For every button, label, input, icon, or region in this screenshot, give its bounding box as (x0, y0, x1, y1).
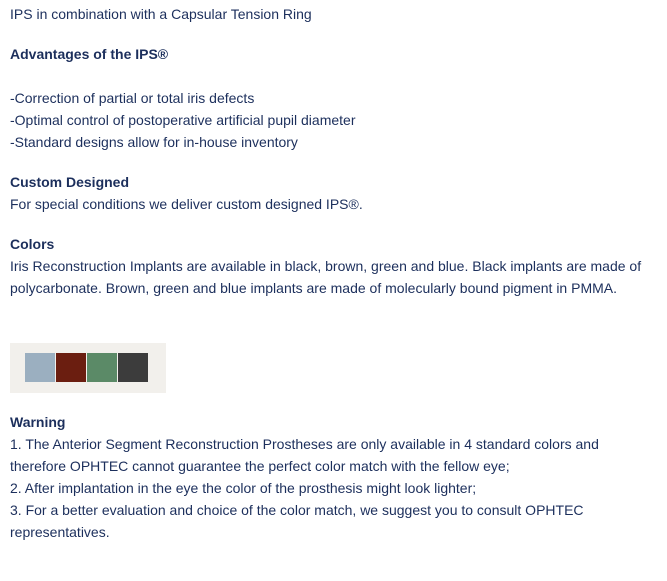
custom-text: For special conditions we deliver custom designed IPS®. (10, 196, 363, 212)
advantages-item-1: -Correction of partial or total iris defects (10, 90, 255, 106)
colors-text: Iris Reconstruction Implants are available in black, brown, green and blue. Black implants are made of polycarbonate. Brown, green and blue implants are made of molecularly bound pigment in PMMA. (10, 258, 642, 296)
color-swatch-row (25, 353, 149, 382)
advantages-item-2: -Optimal control of postoperative artificial pupil diameter (10, 112, 356, 128)
warning-item-1: 1. The Anterior Segment Reconstruction Prostheses are only available in 4 standard colors and therefore OPHTEC cannot guarantee the perfect color match with the fellow eye; (10, 436, 599, 474)
color-swatch-panel (10, 343, 166, 393)
warning-item-3: 3. For a better evaluation and choice of the color match, we suggest you to consult OPHTEC representatives. (10, 502, 584, 540)
custom-heading: Custom Designed (10, 174, 130, 190)
color-swatch-black (118, 353, 148, 382)
advantages-item-3: -Standard designs allow for in-house inventory (10, 134, 298, 150)
color-swatch-blue (25, 353, 55, 382)
warning-item-2: 2. After implantation in the eye the color of the prosthesis might look lighter; (10, 480, 477, 496)
colors-heading: Colors (10, 236, 55, 252)
intro-title: IPS in combination with a Capsular Tension Ring (10, 6, 312, 22)
warning-heading: Warning (10, 414, 66, 430)
color-swatch-brown (56, 353, 86, 382)
color-swatch-green (87, 353, 117, 382)
advantages-heading: Advantages of the IPS® (10, 46, 169, 62)
